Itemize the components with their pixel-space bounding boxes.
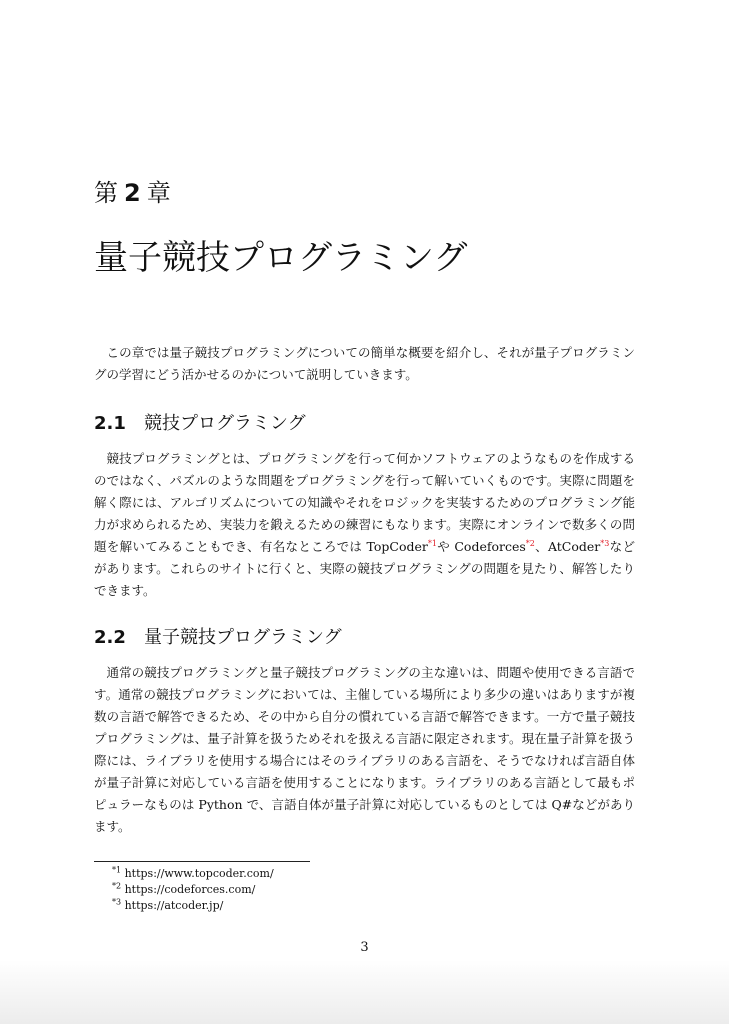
section-number: 2.2 [94, 627, 126, 648]
section-2-2-paragraph: 通常の競技プログラミングと量子競技プログラミングの主な違いは、問題や使用できる言語です。通常の競技プログラミングにおいては、主催している場所により多少の違いはありますが複数の言語で解答できるため、その中から自分の慣れている言語で解答できます。一方で量子競技プログラミングは、量子計算を扱うためそれを扱える言語に限定されます。現在量子計算を扱う際には、ライブラリを使用する場合にはそのライブラリのある言語を、そうでなければ言語自体が量子計算に対応している言語を使用することになります。ライブラリのある言語として最もポピュラーなものは Python で、言語自体が量子計算に対応しているものとしては Q#などがあります。 [94, 665, 635, 834]
intro-paragraph: この章では量子競技プログラミングについての簡単な概要を紹介し、それが量子プログラミングの学習にどう活かせるのかについて説明していきます。 [94, 345, 635, 382]
footnote-ref-1[interactable]: *1 [427, 538, 437, 548]
footnote-mark: *2 [112, 881, 122, 891]
page-number: 3 [360, 940, 369, 955]
paragraph-text: 、AtCoder [534, 539, 601, 554]
footnote-mark: *1 [112, 865, 122, 875]
paragraph-text: 競技プログラミングとは、プログラミングを行って何かソフトウェアのようなものを作成するのではなく、パズルのような問題をプログラミングを行って解いていくものです。実際に問題を解く際には、アルゴリズムについての知識やそれをロジックを実装するためのプログラミング能力が求められるため、実装力を鍛えるための練習にもなります。実際にオンラインで数多くの問題を解いてみることもでき、有名なところでは TopCoder [94, 451, 635, 554]
footnote-ref-2[interactable]: *2 [525, 538, 535, 548]
section-title: 競技プログラミング [144, 413, 306, 434]
chapter-label [94, 176, 171, 210]
footnote-url[interactable]: https://codeforces.com/ [124, 883, 256, 896]
section-title: 量子競技プログラミング [144, 627, 342, 648]
section-heading-2-1 [94, 412, 306, 436]
footnote-url[interactable]: https://www.topcoder.com/ [124, 867, 274, 880]
footnote-ref-3[interactable]: *3 [600, 538, 610, 548]
chapter-number: 2 [124, 179, 141, 207]
section-2-1-paragraph [94, 448, 635, 602]
chapter-label-prefix: 第 [94, 179, 118, 207]
paragraph-text: や Codeforces [436, 539, 526, 554]
paragraph-text: などがあります。これらのサイトに行くと、実際の競技プログラミングの問題を見たり、解答したりできます。 [94, 539, 635, 598]
footnote-3 [112, 898, 223, 914]
footnote-mark: *3 [112, 897, 122, 907]
footnote-divider [94, 861, 310, 862]
footnote-url[interactable]: https://atcoder.jp/ [124, 899, 224, 912]
section-number: 2.1 [94, 413, 126, 434]
footnote-2 [112, 882, 255, 898]
section-heading-2-2 [94, 626, 342, 650]
footnote-1 [112, 866, 274, 882]
chapter-title: 量子競技プログラミング [94, 238, 468, 278]
chapter-label-suffix: 章 [146, 179, 171, 207]
